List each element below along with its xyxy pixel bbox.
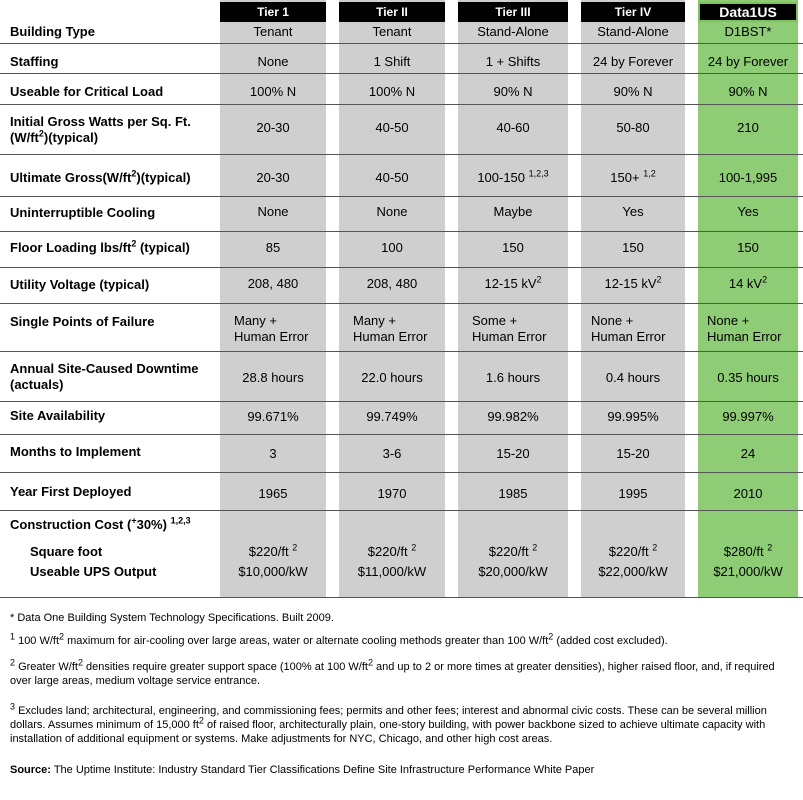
cell-downtime-tier1: 28.8 hours [242, 370, 304, 385]
row-label-months: Months to Implement [10, 444, 141, 459]
cell-floor-data1us: 150 [737, 240, 759, 255]
row-label-building-type: Building Type [10, 24, 95, 39]
footnote-number: 3 [10, 701, 16, 712]
cell-availability-tier3: 99.982% [487, 409, 539, 424]
cell-cost-sqft-value: $220/ft [488, 544, 529, 559]
cell-ultimate-value: 20-30 [256, 170, 290, 185]
superscript: 2 [131, 168, 137, 179]
row-divider [0, 597, 803, 598]
cell-cost-ups-tier1: $10,000/kW [238, 564, 308, 579]
source-citation [10, 763, 790, 777]
cell-spof-line1: Many + [234, 313, 277, 328]
superscript: 2 [292, 542, 298, 553]
row-label-initial-watts [10, 114, 191, 146]
cell-initial-watts-tier4: 50-80 [616, 120, 650, 135]
cell-cost-sqft-value: $220/ft [248, 544, 289, 559]
cell-cost-ups-data1us: $21,000/kW [713, 564, 783, 579]
cell-useable-tier1: 100% N [249, 84, 297, 99]
row-label-ultimate-post: )(typical) [136, 170, 191, 185]
cell-ultimate-tier4 [581, 170, 685, 186]
cell-spof-line2: Human Error [707, 329, 782, 344]
header-data1us: Data1US [698, 2, 798, 22]
row-label-voltage: Utility Voltage (typical) [10, 277, 150, 292]
row-label-cost-mid: 30%) [136, 517, 167, 532]
cell-downtime-tier3: 1.6 hours [485, 370, 541, 385]
cell-initial-watts-data1us: 210 [737, 120, 759, 135]
cell-voltage-value: 12-15 kV [604, 276, 657, 291]
cell-staffing-tier2: 1 Shift [373, 54, 411, 69]
cell-cost-sqft-value: $280/ft [723, 544, 764, 559]
cell-year-tier3: 1985 [498, 486, 528, 501]
row-label-downtime-line1: Annual Site-Caused Downtime [10, 361, 199, 376]
cell-cost-sqft-tier3 [458, 544, 568, 560]
cell-months-tier3: 15-20 [496, 446, 530, 461]
row-divider [0, 434, 803, 435]
cell-spof-tier1 [220, 313, 326, 345]
row-label-year: Year First Deployed [10, 484, 132, 499]
superscript: 2 [367, 657, 373, 668]
row-divider [0, 73, 803, 74]
cell-cooling-tier1: None [257, 204, 289, 219]
footnote-text: densities require greater support space (100% at 100 W/ft [83, 661, 368, 673]
row-divider [0, 154, 803, 155]
cell-availability-data1us: 99.997% [722, 409, 774, 424]
cell-ultimate-tier2 [339, 170, 445, 186]
cell-ultimate-tier3 [458, 170, 568, 186]
cell-cost-ups-tier2: $11,000/kW [357, 564, 427, 579]
cell-building-type-tier4: Stand-Alone [597, 24, 669, 39]
cell-months-data1us: 24 [740, 446, 756, 461]
cell-availability-tier4: 99.995% [607, 409, 659, 424]
superscript: 2 [59, 631, 65, 642]
header-tier4: Tier IV [581, 2, 685, 22]
superscript: 2 [77, 657, 83, 668]
cell-voltage-value: 208, 480 [247, 276, 299, 291]
cell-staffing-data1us: 24 by Forever [707, 54, 789, 69]
row-label-cost-ups: Useable UPS Output [30, 564, 157, 579]
cell-cost-sqft-tier2 [339, 544, 445, 560]
cell-cost-sqft-value: $220/ft [608, 544, 649, 559]
row-label-cost-sqft: Square foot [30, 544, 103, 559]
cell-months-tier4: 15-20 [616, 446, 650, 461]
row-label-initial-watts-line2-post: )(typical) [43, 130, 99, 145]
superscript: 2 [762, 274, 768, 285]
cell-initial-watts-tier3: 40-60 [496, 120, 530, 135]
row-label-availability: Site Availability [10, 408, 106, 423]
cell-useable-data1us: 90% N [728, 84, 768, 99]
row-label-cooling: Uninterruptible Cooling [10, 205, 156, 220]
cell-year-tier4: 1995 [618, 486, 648, 501]
row-divider [0, 196, 803, 197]
superscript: 2 [411, 542, 417, 553]
cell-voltage-tier4 [581, 276, 685, 292]
row-label-staffing: Staffing [10, 54, 59, 69]
cell-building-type-tier1: Tenant [253, 24, 293, 39]
cell-spof-line2: Human Error [472, 329, 547, 344]
cell-months-tier2: 3-6 [382, 446, 402, 461]
cell-voltage-tier2 [339, 276, 445, 292]
row-divider [0, 472, 803, 473]
cell-ultimate-data1us [698, 170, 798, 186]
superscript: 2 [767, 542, 773, 553]
row-divider [0, 104, 803, 105]
source-label: Source: [10, 764, 51, 776]
footnote-text: maximum for air-cooling over large areas, water or alternate cooling methods greater than 100 W/ft [64, 635, 549, 647]
cell-downtime-tier4: 0.4 hours [605, 370, 661, 385]
cell-ultimate-value: 100-1,995 [718, 170, 778, 185]
cell-initial-watts-tier1: 20-30 [256, 120, 290, 135]
cell-voltage-value: 14 kV [728, 276, 763, 291]
footnote-number: 2 [10, 657, 16, 668]
footnote-ref: 1,2,3 [170, 515, 191, 526]
cell-voltage-tier3 [458, 276, 568, 292]
cell-cost-sqft-value: $220/ft [367, 544, 408, 559]
cell-availability-tier1: 99.671% [247, 409, 299, 424]
row-label-initial-watts-line2-pre: (W/ft [10, 130, 39, 145]
source-text: The Uptime Institute: Industry Standard Tier Classifications Define Site Infrastructure Performance White Paper [50, 764, 595, 776]
footnote-ref: 1,2 [643, 168, 656, 179]
cell-voltage-value: 208, 480 [366, 276, 418, 291]
header-tier1: Tier 1 [220, 2, 326, 22]
row-label-ultimate [10, 170, 191, 186]
cell-floor-tier3: 150 [502, 240, 524, 255]
superscript: 2 [536, 274, 542, 285]
row-label-cost [10, 517, 191, 533]
row-divider [0, 351, 803, 352]
superscript: 2 [38, 128, 44, 139]
cell-useable-tier3: 90% N [493, 84, 533, 99]
footnote-text: and up to 2 or more times at greater densities), higher raised floor, and, if required over large areas, medium voltage service entrance. [10, 661, 775, 687]
superscript: 2 [652, 542, 658, 553]
row-divider [0, 43, 803, 44]
row-label-floor [10, 240, 190, 256]
cell-initial-watts-tier2: 40-50 [375, 120, 409, 135]
cell-spof-tier2 [339, 313, 445, 345]
cell-cost-sqft-tier4 [581, 544, 685, 560]
cell-cost-sqft-data1us [698, 544, 798, 560]
footnote-number: 1 [10, 631, 16, 642]
cell-ultimate-tier1 [220, 170, 326, 186]
cell-spof-line1: None + [707, 313, 750, 328]
cell-building-type-tier2: Tenant [372, 24, 412, 39]
footnote-star: * Data One Building System Technology Specifications. Built 2009. [10, 612, 334, 624]
footnote-ref: 1,2,3 [528, 168, 549, 179]
cell-cost-sqft-tier1 [220, 544, 326, 560]
row-label-cost-pre: Construction Cost ( [10, 517, 132, 532]
superscript: + [131, 515, 137, 526]
cell-building-type-tier3: Stand-Alone [477, 24, 549, 39]
row-divider [0, 303, 803, 304]
cell-spof-tier3 [458, 313, 568, 345]
cell-ultimate-value: 40-50 [375, 170, 409, 185]
row-label-floor-post: (typical) [136, 240, 190, 255]
cell-cost-ups-tier4: $22,000/kW [598, 564, 668, 579]
cell-useable-tier2: 100% N [368, 84, 416, 99]
cell-spof-line1: None + [591, 313, 634, 328]
cell-downtime-tier2: 22.0 hours [361, 370, 423, 385]
header-tier3: Tier III [458, 2, 568, 22]
cell-downtime-data1us: 0.35 hours [717, 370, 779, 385]
cell-spof-line1: Many + [353, 313, 396, 328]
cell-voltage-data1us [698, 276, 798, 292]
cell-voltage-value: 12-15 kV [484, 276, 537, 291]
cell-cooling-tier3: Maybe [493, 204, 533, 219]
cell-voltage-tier1 [220, 276, 326, 292]
row-label-downtime [10, 361, 199, 393]
row-divider [0, 401, 803, 402]
header-tier2: Tier II [339, 2, 445, 22]
footnote-text: Excludes land; architectural, engineering, and commissioning fees; permits and other fees; interest and abnormal civic costs. These can be several million dollars. Assumes minimum of 15,000 ft [10, 705, 767, 731]
cell-staffing-tier3: 1 + Shifts [485, 54, 541, 69]
row-label-initial-watts-line1: Initial Gross Watts per Sq. Ft. [10, 114, 191, 129]
cell-floor-tier1: 85 [265, 240, 281, 255]
cell-year-data1us: 2010 [733, 486, 763, 501]
superscript: 2 [548, 631, 554, 642]
superscript: 2 [131, 238, 137, 249]
superscript: 2 [532, 542, 538, 553]
cell-cost-ups-tier3: $20,000/kW [478, 564, 548, 579]
cell-spof-line2: Human Error [591, 329, 666, 344]
row-label-ultimate-pre: Ultimate Gross(W/ft [10, 170, 132, 185]
footnote-text: of raised floor, architecturally plain, one-story building, with power backbone sized to achieve ultimate capacity with installation of additional equipment or systems. Make adjustments for NYC, Chicago, and other high cost areas. [10, 719, 766, 745]
cell-cooling-tier4: Yes [622, 204, 644, 219]
row-label-useable: Useable for Critical Load [10, 84, 164, 99]
footnote-3 [10, 701, 790, 746]
footnote-text: Greater W/ft [15, 661, 78, 673]
cell-year-tier1: 1965 [258, 486, 288, 501]
cell-year-tier2: 1970 [377, 486, 407, 501]
cell-useable-tier4: 90% N [613, 84, 653, 99]
cell-cooling-tier2: None [376, 204, 408, 219]
cell-spof-tier4 [581, 313, 685, 345]
cell-floor-tier2: 100 [381, 240, 403, 255]
cell-spof-data1us [698, 313, 798, 345]
cell-availability-tier2: 99.749% [366, 409, 418, 424]
cell-spof-line2: Human Error [353, 329, 428, 344]
footnote-2 [10, 657, 790, 688]
cell-building-type-data1us: D1BST* [724, 24, 772, 39]
row-label-spof: Single Points of Failure [10, 314, 155, 329]
cell-staffing-tier1: None [257, 54, 289, 69]
cell-floor-tier4: 150 [622, 240, 644, 255]
row-divider [0, 267, 803, 268]
cell-months-tier1: 3 [269, 446, 277, 461]
row-divider [0, 231, 803, 232]
footnote-text: (added cost excluded). [553, 635, 668, 647]
row-label-floor-pre: Floor Loading lbs/ft [10, 240, 132, 255]
footnote-1 [10, 631, 790, 648]
cell-ultimate-value: 100-150 [477, 170, 526, 185]
cell-cooling-data1us: Yes [737, 204, 759, 219]
row-label-downtime-line2: (actuals) [10, 377, 64, 392]
superscript: 2 [656, 274, 662, 285]
cell-spof-line1: Some + [472, 313, 518, 328]
footnote-text: 100 W/ft [15, 635, 60, 647]
cell-staffing-tier4: 24 by Forever [592, 54, 674, 69]
cell-ultimate-value: 150+ [610, 170, 640, 185]
row-divider [0, 510, 803, 511]
superscript: 2 [198, 715, 204, 726]
cell-spof-line2: Human Error [234, 329, 309, 344]
